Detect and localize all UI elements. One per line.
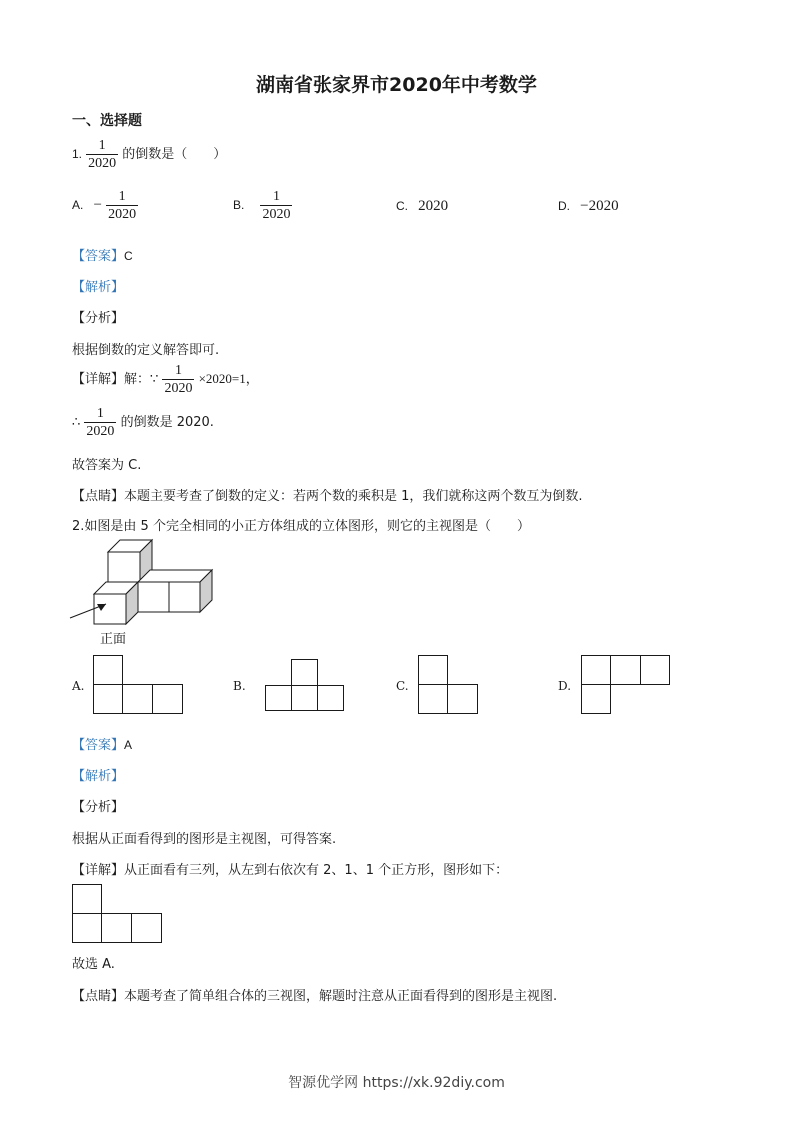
answer-tag: 【答案】 (72, 249, 125, 264)
q1-conclusion: 故答案为 C. (72, 458, 142, 473)
square (122, 684, 153, 714)
q1-fraction (86, 137, 118, 172)
detail-tag: 【详解】 (72, 372, 125, 387)
square (93, 655, 123, 685)
q1-answer (72, 245, 133, 264)
fraction-denominator: 2020 (164, 381, 193, 396)
q1-stem (72, 137, 226, 172)
q2-option-a-label: A. (72, 679, 85, 693)
square (418, 684, 448, 714)
square (317, 685, 344, 711)
fraction-numerator: 1 (98, 138, 106, 153)
fraction-numerator: 1 (272, 189, 280, 204)
q2-option-d-figure (581, 655, 671, 715)
q1-jiexi-tag: 【解析】 (72, 280, 125, 295)
q2-fenxi-tag: 【分析】 (72, 800, 125, 815)
q1-detail (72, 362, 259, 397)
fraction-denominator: 2020 (262, 207, 291, 222)
square (93, 684, 123, 714)
q2-jiexi-tag: 【解析】 (72, 769, 125, 784)
square (265, 685, 292, 711)
q2-conclusion: 故选 A. (72, 957, 115, 972)
fraction-denominator: 2020 (88, 156, 117, 171)
cube-front-face (138, 582, 169, 612)
square (640, 655, 670, 685)
square (72, 913, 102, 943)
q1-option-b (233, 188, 292, 223)
square (152, 684, 183, 714)
fraction-denominator: 2020 (108, 207, 137, 222)
therefore-fraction (84, 405, 116, 440)
square (610, 655, 641, 685)
q1-number: 1. (72, 147, 83, 161)
answer-value: C (124, 249, 133, 263)
q1-option-a (72, 188, 138, 223)
option-label: D. (558, 199, 570, 213)
dianjing-tag: 【点睛】 (72, 489, 125, 504)
option-value: −2020 (580, 198, 619, 214)
option-b-fraction (260, 188, 292, 223)
q1-fenxi-text: 根据倒数的定义解答即可. (72, 343, 220, 358)
detail-prefix: 解：∵ (124, 372, 159, 387)
row-top-face (138, 570, 212, 582)
q1-stem-text: 的倒数是（ ） (122, 147, 227, 162)
answer-tag: 【答案】 (72, 738, 125, 753)
cube-front-face (169, 582, 200, 612)
q1-therefore (72, 405, 214, 440)
option-label: B. (233, 198, 245, 212)
q2-detail (72, 859, 508, 878)
dianjing-tag: 【点睛】 (72, 989, 125, 1004)
detail-tag: 【详解】 (72, 863, 125, 878)
square (447, 684, 478, 714)
dianjing-text: 本题考查了简单组合体的三视图，解题时注意从正面看得到的图形是主视图. (124, 989, 558, 1004)
q2-answer-figure (72, 884, 163, 944)
front-cube-front-face (94, 594, 126, 624)
page-title: 湖南省张家界市2020年中考数学 (256, 74, 537, 96)
square (418, 655, 448, 685)
q2-answer (72, 734, 132, 753)
fraction-numerator: 1 (118, 189, 126, 204)
q2-option-c-label: C. (396, 679, 409, 693)
answer-value: A (124, 738, 133, 752)
q1-option-d (558, 198, 619, 215)
square (101, 913, 132, 943)
therefore-text: 的倒数是 2020. (120, 415, 214, 430)
fraction-numerator: 1 (96, 406, 104, 421)
q2-dianjing (72, 985, 557, 1004)
q2-option-c-figure (418, 655, 479, 715)
section-heading: 一、选择题 (72, 113, 142, 129)
square (291, 659, 318, 686)
fraction-denominator: 2020 (86, 424, 115, 439)
therefore-symbol: ∴ (72, 415, 81, 430)
cube-figure (66, 538, 226, 633)
dianjing-text: 本题主要考查了倒数的定义：若两个数的乘积是 1，我们就称这两个数互为倒数. (124, 489, 583, 504)
square (131, 913, 162, 943)
q1-fenxi-tag: 【分析】 (72, 311, 125, 326)
option-value: 2020 (418, 198, 449, 214)
option-label: C. (396, 199, 408, 213)
square (581, 655, 611, 685)
q2-option-d-label: D. (558, 679, 572, 693)
option-a-fraction (106, 188, 138, 223)
q2-stem: 2.如图是由 5 个完全相同的小正方体组成的立体图形，则它的主视图是（ ） (72, 519, 530, 534)
q1-option-c (396, 198, 448, 215)
q1-dianjing (72, 485, 583, 504)
footer-watermark[interactable]: 智源优学网 https://xk.92diy.com (288, 1075, 505, 1091)
front-label: 正面 (100, 632, 127, 647)
square (72, 884, 102, 914)
top-cube-front-face (108, 552, 140, 582)
square (581, 684, 611, 714)
option-label: A. (72, 198, 84, 212)
detail-fraction (162, 362, 194, 397)
detail-text: 从正面看有三列，从左到右依次有 2、1、1 个正方形，图形如下： (124, 863, 509, 878)
q2-option-b-figure (265, 659, 344, 712)
q2-fenxi-text: 根据从正面看得到的图形是主视图，可得答案. (72, 832, 337, 847)
minus-sign: − (93, 197, 102, 213)
square (291, 685, 318, 711)
detail-suffix: ×2020=1， (198, 371, 259, 386)
fraction-numerator: 1 (174, 363, 182, 378)
q2-option-b-label: B. (233, 679, 246, 693)
q2-option-a-figure (93, 655, 184, 715)
